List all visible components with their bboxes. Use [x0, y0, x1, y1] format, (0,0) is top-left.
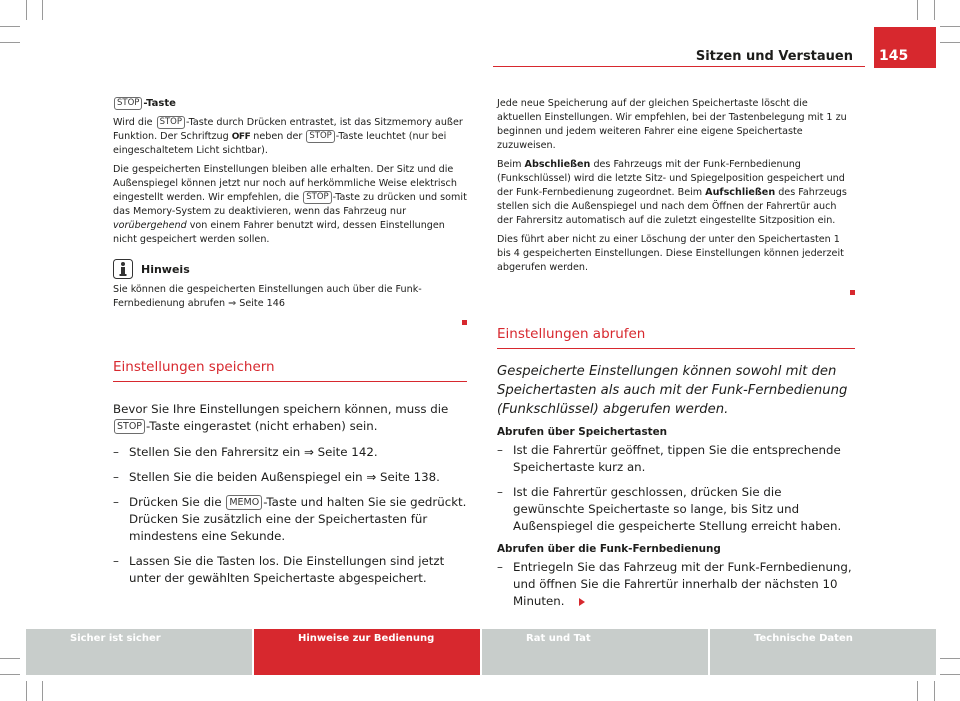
subheading-memory-keys: Abrufen über Speichertasten — [497, 426, 668, 438]
note-header — [113, 259, 467, 279]
recall-keys-list — [497, 442, 855, 535]
list-item: – Lassen Sie die Tasten los. Die Einstellungen sind jetzt unter der gewählten Speichertaste abgespeichert. — [113, 553, 467, 587]
chapter-tabs — [26, 629, 936, 675]
crop-mark — [0, 658, 20, 659]
section-heading-recall: Einstellungen abrufen — [497, 326, 855, 349]
stop-paragraph-1: Wird die STOP -Taste durch Drücken entrastet, ist das Sitzmemory außer Funktion. Der Schriftzug OFF neben der STOP -Taste leuchtet (nur bei eingeschaltetem Licht sichtbar). — [113, 117, 463, 156]
memo-key-label: MEMO — [226, 495, 262, 510]
crop-mark — [26, 0, 27, 20]
crop-mark — [917, 681, 918, 701]
stop-key-label: STOP — [306, 130, 334, 143]
section-lead: Gespeicherte Einstellungen können sowohl mit den Speichertasten als auch mit der Funk-Fernbedienung (Funkschlüssel) abgerufen werden. — [497, 364, 848, 417]
right-paragraph-2: Beim Abschließen des Fahrzeugs mit der Funk-Fernbedienung (Funkschlüssel) wird die letzte Sitz- und Spiegelposition gespeichert und der Funk-Fernbedienung zugeordnet. Beim Aufschließen des Fahrzeugs stellen sich die Außenspiegel und nach dem Öffnen der Fahrertür auch der Fahrersitz automatisch auf die zuletzt eingestellte Sitzposition ein. — [497, 159, 847, 226]
right-column — [497, 97, 855, 618]
section-heading-save: Einstellungen speichern — [113, 359, 467, 382]
save-steps-list — [113, 444, 467, 587]
note-text: Sie können die gespeicherten Einstellungen auch über die Funk-Fernbedienung abrufen ⇒ Seite 146 — [113, 284, 422, 309]
crop-mark — [0, 674, 20, 675]
info-note-icon — [113, 259, 133, 279]
continue-arrow-icon — [579, 598, 585, 606]
tab-hinweise-zur-bedienung[interactable]: Hinweise zur Bedienung — [254, 629, 480, 675]
page-number: 145 — [879, 48, 909, 64]
note-title: Hinweis — [141, 262, 190, 276]
crop-mark — [940, 674, 960, 675]
stop-key-label: STOP — [114, 97, 142, 110]
crop-mark — [917, 0, 918, 20]
stop-paragraph-2: Die gespeicherten Einstellungen bleiben alle erhalten. Der Sitz und die Außenspiegel können jetzt nur noch auf herkömmliche Weise elektrisch eingestellt werden. Wir empfehlen, die STOP -Taste zu drücken und somit das Memory-System zu deaktivieren, wenn das Fahrzeug nur vorübergehend von einem Fahrer benutzt wird, dessen Einstellungen nicht gespeichert werden sollen. — [113, 164, 467, 245]
list-item: – Stellen Sie die beiden Außenspiegel ein ⇒ Seite 138. — [113, 469, 467, 486]
stop-key-label: STOP — [157, 116, 185, 129]
list-item: – Stellen Sie den Fahrersitz ein ⇒ Seite 142. — [113, 444, 467, 461]
section-end-marker — [850, 290, 855, 295]
subheading-remote: Abrufen über die Funk-Fernbedienung — [497, 543, 721, 555]
crop-mark — [42, 681, 43, 701]
crop-mark — [940, 658, 960, 659]
save-intro: Bevor Sie Ihre Einstellungen speichern können, muss die STOP -Taste eingerastet (nicht erhaben) sein. — [113, 402, 449, 433]
crop-mark — [26, 681, 27, 701]
stop-key-heading: STOP -Taste — [113, 97, 467, 111]
list-item: – Ist die Fahrertür geöffnet, tippen Sie die entsprechende Speichertaste kurz an. — [497, 442, 855, 476]
stop-key-label: STOP — [303, 191, 331, 204]
tab-sicher-ist-sicher[interactable]: Sicher ist sicher — [26, 629, 252, 675]
crop-mark — [934, 0, 935, 20]
left-column — [113, 97, 467, 595]
header-rule — [493, 66, 865, 67]
crop-mark — [940, 26, 960, 27]
recall-remote-list — [497, 559, 855, 610]
crop-mark — [934, 681, 935, 701]
running-header-title: Sitzen und Verstauen — [695, 49, 853, 64]
crop-mark — [940, 42, 960, 43]
list-item: – Drücken Sie die MEMO -Taste und halten Sie sie gedrückt. Drücken Sie zusätzlich eine der Speichertasten für mindestens eine Sekunde. — [113, 494, 467, 545]
right-paragraph-1: Jede neue Speicherung auf der gleichen Speichertaste löscht die aktuellen Einstellungen. Wir empfehlen, bei der Tastenbelegung mit 1 zu beginnen und jedem weiteren Fahrer eine eigene Speichertaste zuzuweisen. — [497, 98, 847, 151]
right-paragraph-3: Dies führt aber nicht zu einer Löschung der unter den Speichertasten 1 bis 4 gespeicherten Einstellungen. Diese Einstellungen können jederzeit abgerufen werden. — [497, 234, 844, 273]
crop-mark — [42, 0, 43, 20]
crop-mark — [0, 26, 20, 27]
list-item: – Entriegeln Sie das Fahrzeug mit der Funk-Fernbedienung, und öffnen Sie die Fahrertür innerhalb der nächsten 10 Minuten. — [497, 559, 855, 610]
tab-rat-und-tat[interactable]: Rat und Tat — [482, 629, 708, 675]
crop-mark — [0, 42, 20, 43]
list-item: – Ist die Fahrertür geschlossen, drücken Sie die gewünschte Speichertaste so lange, bis Sitz und Außenspiegel die gespeicherte Stellung erreicht haben. — [497, 484, 855, 535]
off-indicator-symbol: OFF — [231, 132, 251, 142]
tab-technische-daten[interactable]: Technische Daten — [710, 629, 936, 675]
stop-key-label: STOP — [114, 419, 145, 434]
section-end-marker — [462, 320, 467, 325]
